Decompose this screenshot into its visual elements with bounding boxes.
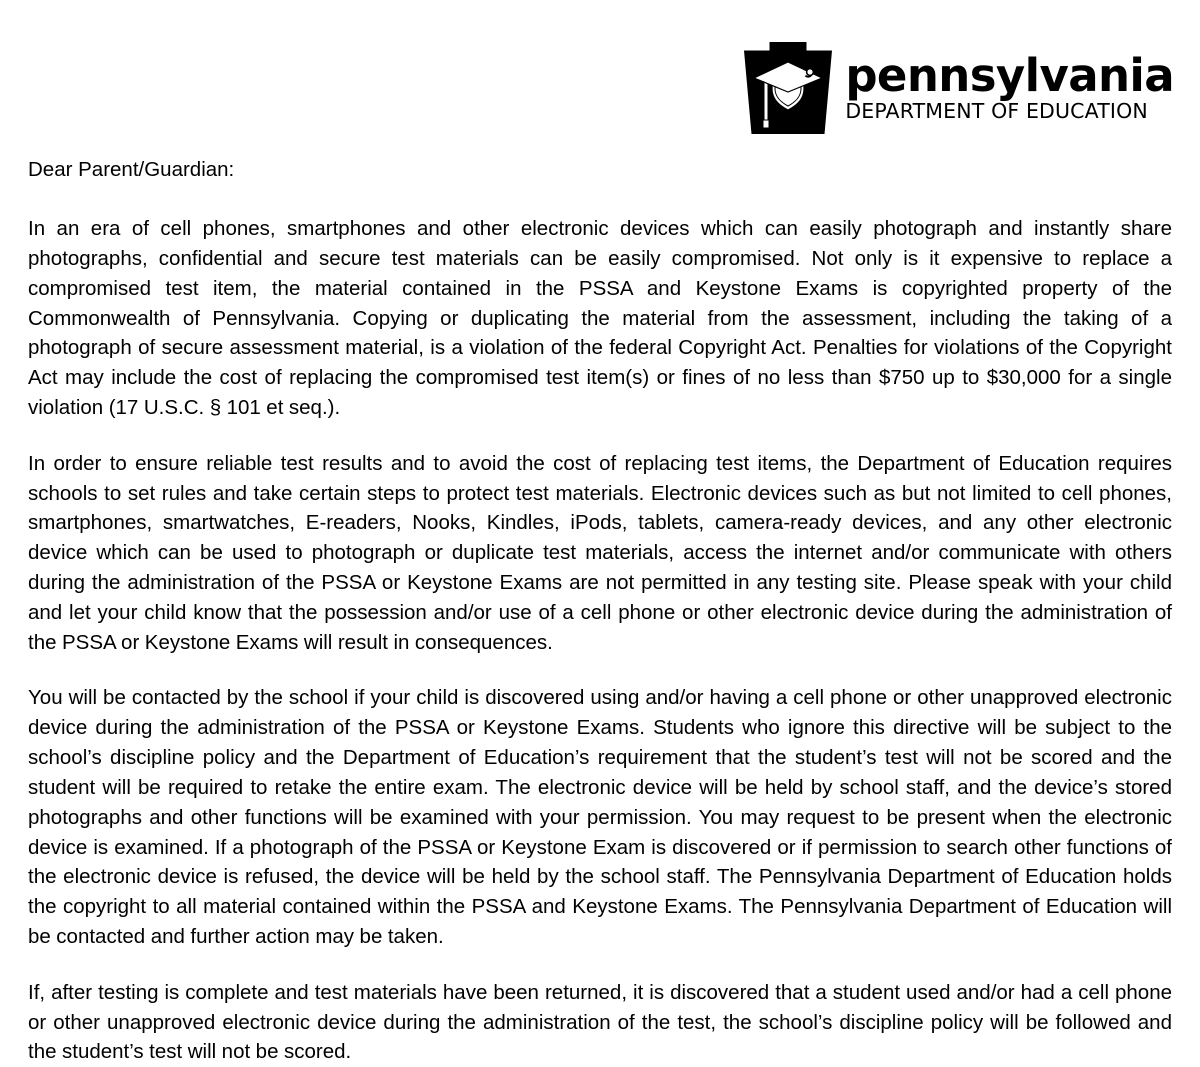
paragraph-consequences: You will be contacted by the school if your child is discovered using and/or having a cell phone or other unapproved electronic device during the administration of the PSSA or Keystone Exams. Students who ignore this directive will be subject to the school’s discipline policy and the Department of Education’s requirement that the student’s test will not be scored and the student will be required to retake the entire exam. The electronic device will be held by school staff, and the device’s stored photographs and other functions will be examined with your permission. You may request to be present when the electronic device is examined. If a photograph of the PSSA or Keystone Exam is discovered or if permission to search other functions of the electronic device is refused, the device will be held by the school staff. The Pennsylvania Department of Education holds the copyright to all material contained within the PSSA and Keystone Exams. The Pennsylvania Department of Education will be contacted and further action may be taken. (28, 686, 1172, 948)
logo-wordmark-group (845, 49, 1174, 124)
logo-subwordmark: DEPARTMENT OF EDUCATION (845, 99, 1148, 124)
pennsylvania-keystone-graduation-cap-logo-icon (744, 42, 832, 134)
logo-wordmark: pennsylvania (845, 49, 1174, 103)
document-header (24, 0, 1176, 155)
salutation: Dear Parent/Guardian: (28, 158, 235, 181)
paragraph-device-restrictions: In order to ensure reliable test results and to avoid the cost of replacing test items, the Department of Education requires schools to set rules and take certain steps to protect test materials. Electronic devices such as but not limited to cell phones, smartphones, smartwatches, E-readers, Nooks, Kindles, iPods, tablets, camera-ready devices, and any other electronic device which can be used to photograph or duplicate test materials, access the internet and/or communicate with others during the administration of the PSSA or Keystone Exams are not permitted in any testing site. Please speak with your child and let your child know that the possession and/or use of a cell phone or other electronic device during the administration of the PSSA or Keystone Exams will result in consequences. (28, 451, 1172, 654)
paragraph-post-testing-discovery: If, after testing is complete and test materials have been returned, it is discovered that a student used and/or had a cell phone or other unapproved electronic device during the administration of the test, the school’s discipline policy will be followed and the student’s test will not be scored. (28, 980, 1172, 1064)
letter-body (24, 155, 1176, 1067)
paragraph-copyright-notice: In an era of cell phones, smartphones and other electronic devices which can easily photograph and instantly share photographs, confidential and secure test materials can be easily compromised. Not only is it expensive to replace a compromised test item, the material contained in the PSSA and Keystone Exams is copyrighted property of the Commonwealth of Pennsylvania. Copying or duplicating the material from the assessment, including the taking of a photograph of secure assessment material, is a violation of the federal Copyright Act. Penalties for violations of the Copyright Act may include the cost of replacing the compromised test item(s) or fines of no less than $750 up to $30,000 for a single violation (17 U.S.C. § 101 et seq.). (28, 217, 1172, 419)
pennsylvania-department-of-education-logo (744, 42, 1174, 134)
